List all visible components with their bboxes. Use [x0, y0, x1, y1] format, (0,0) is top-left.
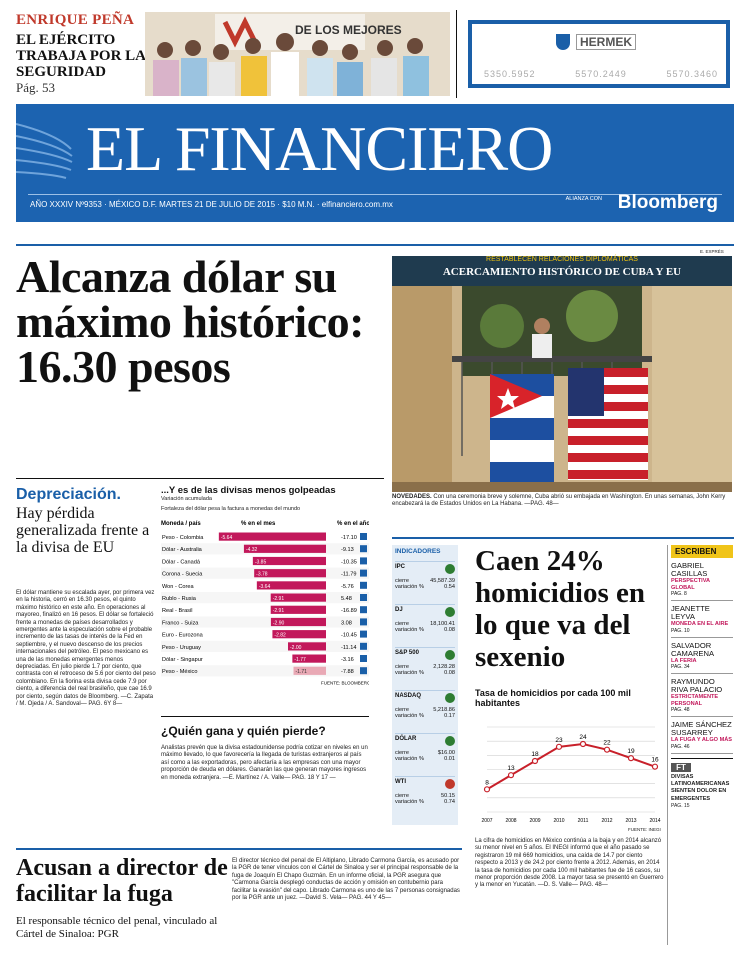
var-label: variación %	[395, 799, 424, 805]
cuba-flag-icon	[490, 374, 554, 484]
columnist-item[interactable]	[671, 674, 733, 717]
chart-year-value: 3.08	[341, 620, 352, 627]
arrow-icon	[445, 564, 455, 574]
indicator-name: NASDAQ	[395, 693, 422, 699]
column-page: PAG. 46	[671, 743, 690, 750]
indicators-panel	[392, 545, 458, 825]
columnist-item[interactable]	[671, 601, 733, 638]
indicator-close: 50.15	[441, 793, 455, 799]
indicator-change: 0.74	[444, 799, 455, 805]
cierre-label: cierre	[395, 707, 409, 713]
arrow-icon	[445, 779, 455, 789]
divider	[456, 10, 457, 98]
column-name: LA FERIA	[671, 657, 697, 664]
indicator-change: 0.17	[444, 713, 455, 719]
column-name: LA FUGA Y ALGO MÁS	[671, 737, 733, 743]
column-name: MONEDA EN EL AIRE	[671, 621, 729, 627]
var-label: variación %	[395, 584, 424, 590]
caption-kicker: NOVEDADES.	[392, 494, 432, 500]
indicator-item[interactable]	[395, 561, 455, 601]
column-page: PAG. 34	[671, 664, 690, 670]
arrow-up-icon	[360, 618, 367, 625]
data-label: 8	[485, 779, 489, 787]
var-label: variación %	[395, 670, 424, 676]
column-page: PAG. 10	[671, 627, 690, 634]
arrow-down-icon	[360, 533, 367, 540]
caption-text: Con una ceremonia breve y solemne, Cuba abrió su embajada en Washington. En unas semanas, John Kerry encabezará la de Estados Unidos en La Habana. —PAG. 48—	[392, 494, 726, 508]
columnist-item[interactable]	[671, 558, 733, 601]
cuba-photo[interactable]	[392, 256, 732, 492]
chart-year-value: -11.79	[341, 571, 357, 578]
indicator-item[interactable]	[395, 647, 455, 687]
teaser-photo-sign: DE LOS MEJORES	[295, 23, 402, 37]
cierre-label: cierre	[395, 750, 409, 756]
columnist-name: JAIME SÁNCHEZ SUSARREY	[671, 720, 732, 737]
chart-category-label: Dólar - Canadá	[162, 559, 200, 566]
chart-category-label: Rublo - Rusia	[162, 595, 196, 602]
arrow-down-icon	[360, 569, 367, 576]
data-label: 19	[627, 748, 635, 756]
chart-category-label: Won - Corea	[162, 583, 194, 590]
cierre-label: cierre	[395, 793, 409, 799]
data-point	[533, 759, 538, 764]
cuba-headline[interactable]: ACERCAMIENTO HISTÓRICO DE CUBA Y EU	[442, 266, 682, 278]
homicides-headline[interactable]: Caen 24% homicidios en lo que va del sexenio	[475, 545, 645, 673]
main-body: El dólar mantiene su escalada ayer, por primera vez en la historia, cerró en 16.30 pesos, el quinto máximo histórico en este año. En operaciones al mayoreo, finalizó en 16 pesos. El dólar se fortaleció frente a monedas de países desarrollados y emergentes ante la especulación sobre el probable incremento de las tasas de interés de la Fed en septiembre, y el nuevo descenso de los precios internacionales del petróleo. El peso mexicano es una de las monedas emergentes menos depreciadas. En julio pierde 1.7 por ciento, que contrasta con el retroceso de 5.6 por ciento del peso colombiano. En la fiorina esta divisa cede 7.9 por ciento, a diferencia del real brasileño, que cae 16.9 por ciento, según datos de Bloomberg. —C. Zapata / M. Ojeda / A. Sandoval— PAG. 6Y 8—	[16, 590, 156, 708]
indicator-item[interactable]	[395, 604, 455, 644]
chart-bar-value: -5.64	[220, 534, 233, 541]
ad-phone: 5350.5952	[484, 69, 536, 79]
columnist-name: RAYMUNDO RIVA PALACIO	[671, 677, 723, 694]
indicator-change: 0.01	[444, 756, 455, 762]
indicator-name: DÓLAR	[395, 736, 417, 742]
column-page: PAG. 8	[671, 591, 687, 597]
arrow-icon	[445, 693, 455, 703]
indicator-close: 5,218.86	[433, 707, 455, 713]
arrow-down-icon	[360, 557, 367, 564]
chart-source: FUENTE: BLOOMBERG	[321, 680, 369, 686]
photo-credit: E. EXPRÉS	[700, 249, 724, 254]
columnists-title: ESCRIBEN	[671, 545, 733, 558]
indicator-item[interactable]	[395, 733, 455, 773]
indicators-title: INDICADORES	[395, 548, 441, 555]
indicator-item[interactable]	[395, 690, 455, 730]
globe-logo	[16, 104, 76, 194]
column-name: PERSPECTIVA GLOBAL	[671, 578, 710, 591]
x-tick-label: 2014	[649, 818, 661, 824]
ad-phone: 5570.2449	[575, 69, 627, 79]
bloomberg-logo[interactable]: Bloomberg	[617, 192, 718, 213]
arrow-up-icon	[360, 594, 367, 601]
var-label: variación %	[395, 627, 424, 633]
indicator-close: $16.00	[437, 750, 455, 756]
divider	[667, 545, 668, 945]
arrow-icon	[445, 607, 455, 617]
acusan-body: El director técnico del penal de El Altiplano, Librado Carmona García, es acusado por la PGR de tener vínculos con el Cártel de Sinaloa y ser el principal responsable de la fuga de Joaquín El Chapo Guzmán. En un informe oficial, la PGR asegura que "Carmona García desplegó conductas de acción y omisión en contubernio para facilitar la evasión" del capo. Librado Carmona es uno de las 7 personas consignadas por la PGR ante un juez. —David S. Vela— PAG. 44 Y 45—	[232, 858, 460, 902]
chart-category-label: Peso - Colombia	[162, 534, 204, 541]
chart-year-value: -16.89	[341, 608, 357, 615]
masthead	[16, 104, 734, 222]
teaser-photo-people	[145, 12, 450, 96]
homicides-body: La cifra de homicidios en México continúa a la baja y en 2014 alcanzó su menor nivel en 5 años. El INEGI informó que el año pasado se registraron 19 mil 669 homicidios, una caída de 14.7 por ciento respecto a 2013 y de 24.2 por ciento frente a 2012. Además, en 2014 la tasa de homicidios por cada 100 mil habitantes fue de 16 casos, su menor proporción desde 2008. La mayor tasa se presentó en Guerrero y la menor en Yucatán. —D. S. Valle— PAG. 48—	[475, 838, 664, 889]
cierre-label: cierre	[395, 664, 409, 670]
data-point	[653, 764, 658, 769]
indicators-list	[392, 561, 458, 816]
chart-bar-value: -3.78	[256, 571, 268, 578]
indicator-item[interactable]	[395, 776, 455, 816]
x-tick-label: 2010	[553, 818, 565, 824]
chart-note: Fortaleza del dólar pesa la factura a monedas del mundo	[161, 506, 301, 513]
chart-subtitle: Variación acumulada	[161, 496, 212, 502]
indicator-close: 45,587.39	[430, 578, 455, 584]
chart-year-value: 5.48	[341, 595, 352, 602]
chart-bar	[219, 532, 326, 540]
data-point	[581, 742, 586, 747]
teaser-page: Pág. 53	[16, 80, 55, 95]
chart-bar-value: -2.00	[290, 644, 302, 651]
chart-category-label: Euro - Eurozona	[162, 632, 203, 639]
arrow-icon	[445, 650, 455, 660]
chart-year-value: -10.35	[341, 559, 357, 566]
chart-bar-value: -2.90	[272, 620, 285, 627]
arrow-down-icon	[360, 630, 367, 637]
chart-bar-value: -1.71	[295, 669, 307, 676]
divider	[16, 848, 462, 850]
indicator-close: 2,128.28	[433, 664, 455, 670]
data-point	[629, 756, 634, 761]
chart-category-label: Franco - Suiza	[162, 620, 199, 627]
chart-col-header: % en el mes	[241, 520, 276, 527]
arrow-icon	[445, 736, 455, 746]
chart-bar-value: -3.64	[258, 583, 271, 590]
data-point	[485, 787, 490, 792]
arrow-down-icon	[360, 643, 367, 650]
arrow-down-icon	[360, 582, 367, 589]
indicator-name: IPC	[395, 564, 406, 570]
ad-brand: HERMEK	[576, 34, 636, 50]
divider	[16, 478, 384, 479]
chart-category-label: Real - Brasil	[162, 608, 193, 615]
data-label: 16	[651, 756, 659, 764]
columnists-panel	[671, 545, 733, 811]
cierre-label: cierre	[395, 578, 409, 584]
chart-year-value: -5.76	[341, 583, 354, 590]
chart-category-label: Peso - Uruguay	[162, 644, 201, 651]
indicator-name: WTI	[395, 779, 406, 785]
column-page: PAG. 48	[671, 707, 690, 713]
bar-chart-svg	[161, 517, 369, 697]
chart-bar-value: -2.91	[272, 595, 285, 602]
teaser-kicker: ENRIQUE PEÑA	[16, 12, 135, 28]
chart-year-value: -10.45	[341, 632, 357, 639]
indicator-name: DJ	[395, 607, 403, 613]
data-point	[509, 773, 514, 778]
homicides-chart-title: Tasa de homicidios por cada 100 mil habitantes	[475, 688, 631, 708]
newspaper-title[interactable]: EL FINANCIERO	[86, 113, 553, 184]
cuba-photo-scene	[392, 256, 732, 492]
chart-col-header: Moneda / país	[161, 520, 201, 527]
indicator-change: 0.08	[444, 670, 455, 676]
ft-headline[interactable]: DIVISAS LATINOAMERICANAS SIENTEN DOLOR EN EMERGENTES	[671, 773, 730, 802]
arrow-down-icon	[360, 655, 367, 662]
indicator-close: 18,100.41	[430, 621, 455, 627]
arrow-down-icon	[360, 545, 367, 552]
main-headline[interactable]: Alcanza dólar su máximo histórico: 16.30 pesos	[16, 251, 364, 392]
main-kicker: Depreciación.	[16, 486, 121, 503]
data-label: 23	[555, 736, 563, 744]
data-point	[605, 747, 610, 752]
teaser-headline[interactable]: EL EJÉRCITO TRABAJA POR LA SEGURIDAD	[16, 32, 146, 80]
arrow-down-icon	[360, 667, 367, 674]
chart-bar-value: -4.32	[245, 547, 258, 554]
columnists-list	[671, 558, 733, 754]
ad-phones	[484, 69, 718, 79]
chart-year-value: -11.14	[341, 644, 357, 651]
data-label: 24	[579, 734, 587, 741]
x-tick-label: 2007	[481, 818, 493, 824]
indicator-change: 0.08	[444, 627, 455, 633]
var-label: variación %	[395, 756, 424, 762]
data-label: 13	[507, 765, 515, 773]
cuba-caption	[392, 494, 732, 509]
acusan-sub: El responsable técnico del penal, vinculado al Cártel de Sinaloa: PGR	[16, 915, 218, 940]
chart-year-value: -17.10	[341, 534, 357, 541]
main-subhead: Hay pérdida generalizada frente a la divisa de EU	[16, 505, 150, 556]
columnist-name: JEANETTE LEYVA	[671, 604, 710, 621]
x-tick-label: 2013	[625, 818, 637, 824]
divider	[392, 537, 734, 539]
acusan-headline[interactable]: Acusan a director de facilitar la fuga	[16, 855, 228, 907]
currency-chart	[161, 485, 369, 705]
chart-bar-value: -1.77	[294, 656, 306, 663]
chart-category-label: Dólar - Australia	[162, 547, 202, 554]
chart-category-label: Peso - México	[162, 669, 198, 676]
ad-phone: 5570.3460	[666, 69, 718, 79]
shield-icon	[556, 34, 570, 50]
chart-col-header: % en el año	[337, 520, 369, 527]
x-tick-label: 2011	[577, 818, 589, 824]
qgana-headline[interactable]: ¿Quién gana y quién pierde?	[161, 724, 326, 738]
chart-bar-value: -2.82	[274, 632, 286, 639]
columnist-name: SALVADOR CAMARENA	[671, 640, 715, 658]
issue-info: AÑO XXXIV Nº9353 · MÉXICO D.F. MARTES 21 DE JULIO DE 2015 · $10 M.N. · elfinanciero.com.mx	[30, 200, 393, 209]
chart-bg	[475, 717, 665, 832]
us-flag-icon	[568, 368, 648, 480]
teaser-photo[interactable]	[145, 12, 450, 96]
cuba-kicker: RESTABLECEN RELACIONES DIPLOMÁTICAS	[486, 256, 638, 263]
chart-title: ...Y es de las divisas menos golpeadas	[161, 485, 336, 496]
columnist-item[interactable]	[671, 717, 733, 754]
divider	[16, 244, 734, 246]
hermek-ad[interactable]	[468, 20, 730, 88]
homicides-line-chart	[475, 717, 665, 832]
x-tick-label: 2012	[601, 818, 613, 824]
qgana-body: Analistas prevén que la divisa estadounidense podría cotizar en niveles en un máximo llevado, lo que favorecería la llegada de turistas extranjeros al país así como a las exportadoras, pero afectaría a las empresas con una mayor proporción de deuda en dólares. Ganarán las que generan mayores ingresos en moneda extranjera. —E. Martínez / A. Valle— PAG. 18 Y 17 —	[161, 745, 368, 781]
chart-category-label: Corona - Suecia	[162, 571, 203, 578]
column-name: ESTRICTAMENTE PERSONAL	[671, 694, 719, 707]
data-label: 18	[531, 751, 539, 758]
chart-bar-value: -3.85	[254, 559, 267, 566]
chart-year-value: -3.16	[341, 656, 354, 663]
data-point	[557, 744, 562, 749]
ft-logo: FT	[671, 763, 691, 772]
divider	[161, 716, 369, 717]
alliance-label: ALIANZA CON	[565, 196, 602, 202]
var-label: variación %	[395, 713, 424, 719]
cierre-label: cierre	[395, 621, 409, 627]
chart-category-label: Dólar - Singapur	[162, 656, 203, 663]
x-tick-label: 2009	[529, 818, 541, 824]
ft-page: PAG. 15	[671, 803, 690, 810]
data-label: 22	[603, 739, 611, 747]
arrow-down-icon	[360, 606, 367, 613]
columnist-item[interactable]	[671, 638, 733, 675]
chart-year-value: -9.13	[341, 547, 354, 554]
indicator-change: 0.54	[444, 584, 455, 590]
homicides-source: FUENTE: INEGI	[628, 827, 661, 832]
indicator-name: S&P 500	[395, 650, 419, 656]
columnist-name: GABRIEL CASILLAS	[671, 561, 708, 578]
x-tick-label: 2008	[505, 818, 517, 824]
chart-bar-value: -2.91	[272, 608, 285, 615]
chart-year-value: -7.88	[341, 669, 354, 676]
